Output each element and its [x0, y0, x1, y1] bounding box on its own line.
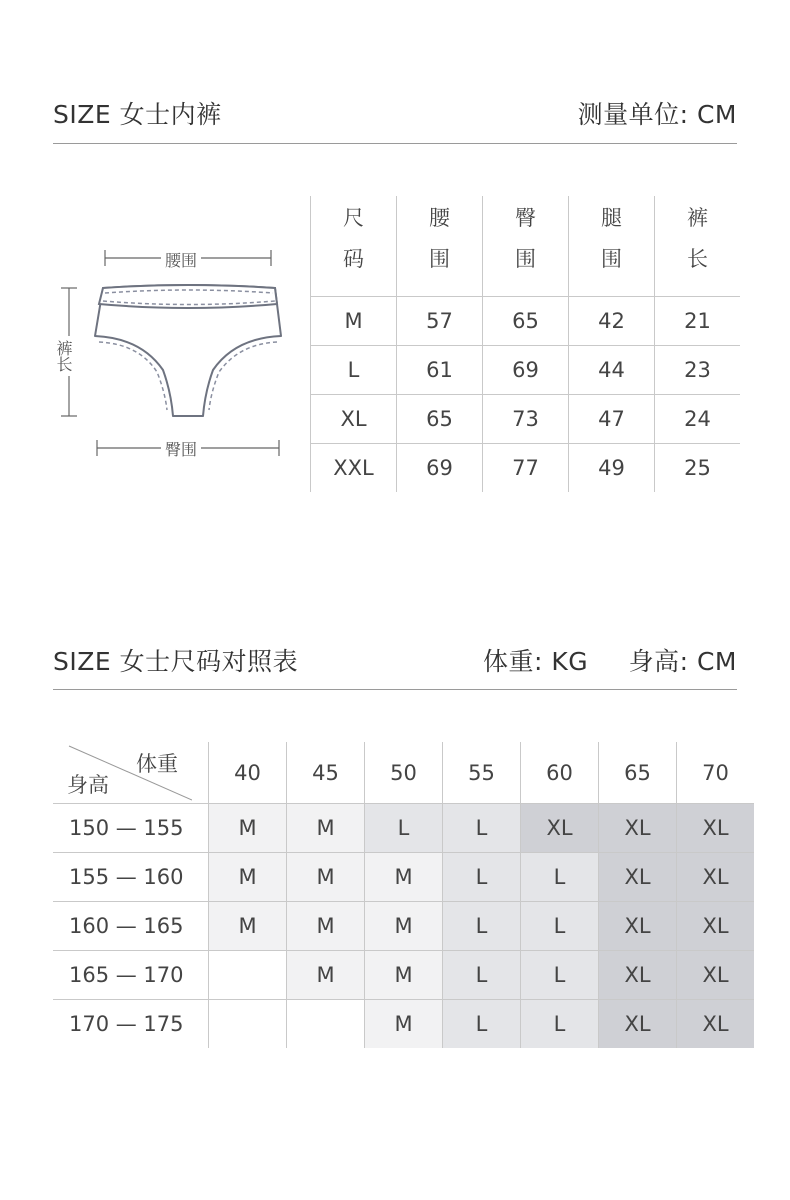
table-row: [311, 444, 741, 493]
size-cell: M: [365, 853, 443, 902]
size-cell: XL: [677, 1000, 755, 1049]
table-cell: 65: [397, 395, 483, 444]
waist-label: 腰围: [161, 248, 201, 271]
table-cell: M: [311, 297, 397, 346]
underwear-section-header: [53, 98, 737, 128]
weight-header: 45: [287, 742, 365, 804]
header-leg: 腿 围: [569, 196, 655, 297]
weight-header: 60: [521, 742, 599, 804]
size-cell: M: [287, 853, 365, 902]
height-range: 170 — 175: [69, 1012, 184, 1036]
table-row: [53, 853, 754, 902]
header-size: 尺 码: [311, 196, 397, 297]
height-range: 165 — 170: [53, 951, 209, 1000]
size-chart-title: SIZE 女士尺码对照表: [53, 647, 299, 676]
size-cell: XL: [599, 853, 677, 902]
table-row: [53, 951, 754, 1000]
size-cell: L: [521, 1000, 599, 1049]
height-unit: 身高: CM: [628, 647, 737, 676]
size-cell: XL: [677, 804, 755, 853]
section-divider: [53, 689, 737, 690]
table-cell: XXL: [311, 444, 397, 493]
header-hip: 臀 围: [483, 196, 569, 297]
height-range: 160 — 165: [53, 902, 209, 951]
weight-unit: 体重: KG: [483, 647, 589, 676]
size-chart-section-header: [53, 645, 737, 675]
size-cell: M: [209, 804, 287, 853]
underwear-diagram: [55, 240, 295, 470]
table-header-row: [311, 196, 741, 297]
table-cell: 21: [655, 297, 741, 346]
size-cell: M: [365, 902, 443, 951]
length-label: 裤长: [57, 336, 75, 376]
size-cell: XL: [599, 804, 677, 853]
corner-weight-label: 体重: [136, 752, 178, 776]
hip-label: 臀围: [161, 437, 201, 460]
height-range: 155 — 160: [53, 853, 209, 902]
size-cell: XL: [677, 951, 755, 1000]
size-cell: XL: [599, 1000, 677, 1049]
size-cell: [209, 951, 287, 1000]
weight-header: 55: [443, 742, 521, 804]
size-cell: L: [521, 853, 599, 902]
size-cell: L: [443, 1000, 521, 1049]
size-cell: M: [287, 804, 365, 853]
size-cell: M: [287, 951, 365, 1000]
table-cell: 57: [397, 297, 483, 346]
size-cell: L: [443, 804, 521, 853]
weight-header: 70: [677, 742, 755, 804]
header-length: 裤 长: [655, 196, 741, 297]
header-waist: 腰 围: [397, 196, 483, 297]
table-cell: 42: [569, 297, 655, 346]
table-row: [53, 902, 754, 951]
table-row: [53, 1000, 754, 1049]
size-cell: XL: [677, 902, 755, 951]
weight-header: 40: [209, 742, 287, 804]
table-row: [311, 346, 741, 395]
size-cell: L: [443, 902, 521, 951]
underwear-outline-icon: [55, 240, 295, 470]
measurement-unit: 测量单位: CM: [577, 100, 737, 129]
weight-header: 50: [365, 742, 443, 804]
table-row: [311, 297, 741, 346]
size-cell: M: [209, 853, 287, 902]
table-cell: 44: [569, 346, 655, 395]
size-chart-table: [53, 742, 754, 1048]
size-cell: L: [443, 853, 521, 902]
table-cell: 23: [655, 346, 741, 395]
size-cell: [209, 1000, 287, 1049]
table-cell: 77: [483, 444, 569, 493]
table-row: [53, 804, 754, 853]
size-cell: XL: [677, 853, 755, 902]
table-cell: L: [311, 346, 397, 395]
table-cell: 69: [397, 444, 483, 493]
table-cell: XL: [311, 395, 397, 444]
height-range: 150 — 155: [53, 804, 209, 853]
underwear-size-table: [310, 196, 740, 492]
size-cell: L: [521, 951, 599, 1000]
table-cell: 49: [569, 444, 655, 493]
table-cell: 65: [483, 297, 569, 346]
table-cell: 25: [655, 444, 741, 493]
size-cell: [287, 1000, 365, 1049]
size-cell: XL: [521, 804, 599, 853]
underwear-section-title: SIZE 女士内裤: [53, 100, 222, 129]
section-divider: [53, 143, 737, 144]
table-cell: 47: [569, 395, 655, 444]
size-cell: XL: [599, 902, 677, 951]
size-cell: L: [365, 804, 443, 853]
table-cell: 24: [655, 395, 741, 444]
table-cell: 61: [397, 346, 483, 395]
size-cell: M: [287, 902, 365, 951]
size-cell: M: [365, 951, 443, 1000]
weight-header: 65: [599, 742, 677, 804]
size-cell: L: [443, 951, 521, 1000]
size-cell: XL: [599, 951, 677, 1000]
corner-height-label: 身高: [67, 773, 109, 797]
table-row: [311, 395, 741, 444]
size-cell: L: [521, 902, 599, 951]
size-cell: M: [365, 1000, 443, 1049]
table-header-row: [53, 742, 754, 804]
table-cell: 73: [483, 395, 569, 444]
units: [483, 642, 737, 678]
corner-header: [53, 742, 209, 804]
table-cell: 69: [483, 346, 569, 395]
size-cell: M: [209, 902, 287, 951]
